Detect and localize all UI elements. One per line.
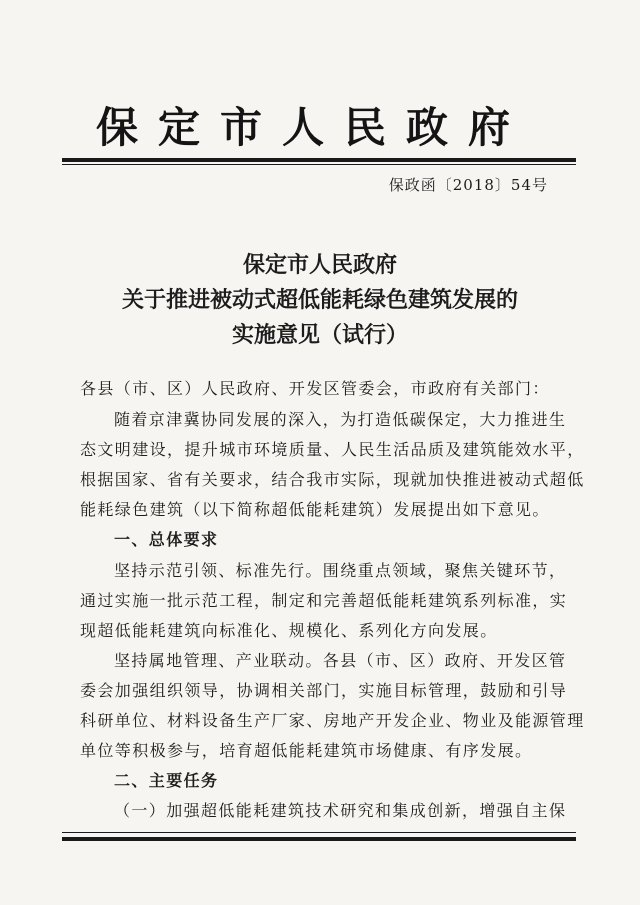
subsection-1-line: （一）加强超低能耗建筑技术研究和集成创新，增强自主保	[114, 801, 567, 820]
document-number: 保政函〔2018〕54号	[388, 176, 548, 194]
section-heading-1: 一、总体要求	[114, 530, 219, 549]
paragraph-2-line: 现超低能耗建筑向标准化、规模化、系列化方向发展。	[80, 621, 498, 640]
paragraph-3-line: 单位等积极参与，培育超低能耗建筑市场健康、有序发展。	[80, 741, 533, 760]
paragraph-1-line: 态文明建设，提升城市环境质量、人民生活品质及建筑能效水平，	[80, 440, 585, 459]
document-title-line-3: 实施意见（试行）	[231, 322, 408, 348]
paragraph-3-line: 委会加强组织领导，协调相关部门，实施目标管理，鼓励和引导	[80, 681, 568, 700]
header-rule-thin	[62, 164, 576, 165]
document-title-line-1: 保定市人民政府	[242, 252, 397, 278]
paragraph-1-line: 随着京津冀协同发展的深入，为打造低碳保定，大力推进生	[114, 410, 567, 429]
paragraph-1-line: 根据国家、省有关要求，结合我市实际，现就加快推进被动式超低	[80, 470, 585, 489]
footer-rule-thin	[62, 832, 576, 833]
paragraph-3-line: 科研单位、材料设备生产厂家、房地产开发企业、物业及能源管理	[80, 711, 585, 730]
paragraph-2-line: 通过实施一批示范工程，制定和完善超低能耗建筑系列标准，实	[80, 591, 568, 610]
document-title-line-2: 关于推进被动式超低能耗绿色建筑发展的	[121, 287, 518, 313]
paragraph-3-line: 坚持属地管理、产业联动。各县（市、区）政府、开发区管	[114, 651, 567, 670]
issuing-authority-header: 保定市人民政府	[96, 103, 531, 152]
paragraph-2-line: 坚持示范引领、标准先行。围绕重点领域，聚焦关键环节，	[114, 561, 567, 580]
salutation: 各县（市、区）人民政府、开发区管委会，市政府有关部门：	[80, 379, 550, 398]
section-heading-2: 二、主要任务	[114, 771, 219, 790]
footer-rule-thick	[62, 837, 576, 841]
paragraph-1-line: 能耗绿色建筑（以下简称超低能耗建筑）发展提出如下意见。	[80, 500, 550, 519]
header-rule-thick	[62, 158, 576, 162]
